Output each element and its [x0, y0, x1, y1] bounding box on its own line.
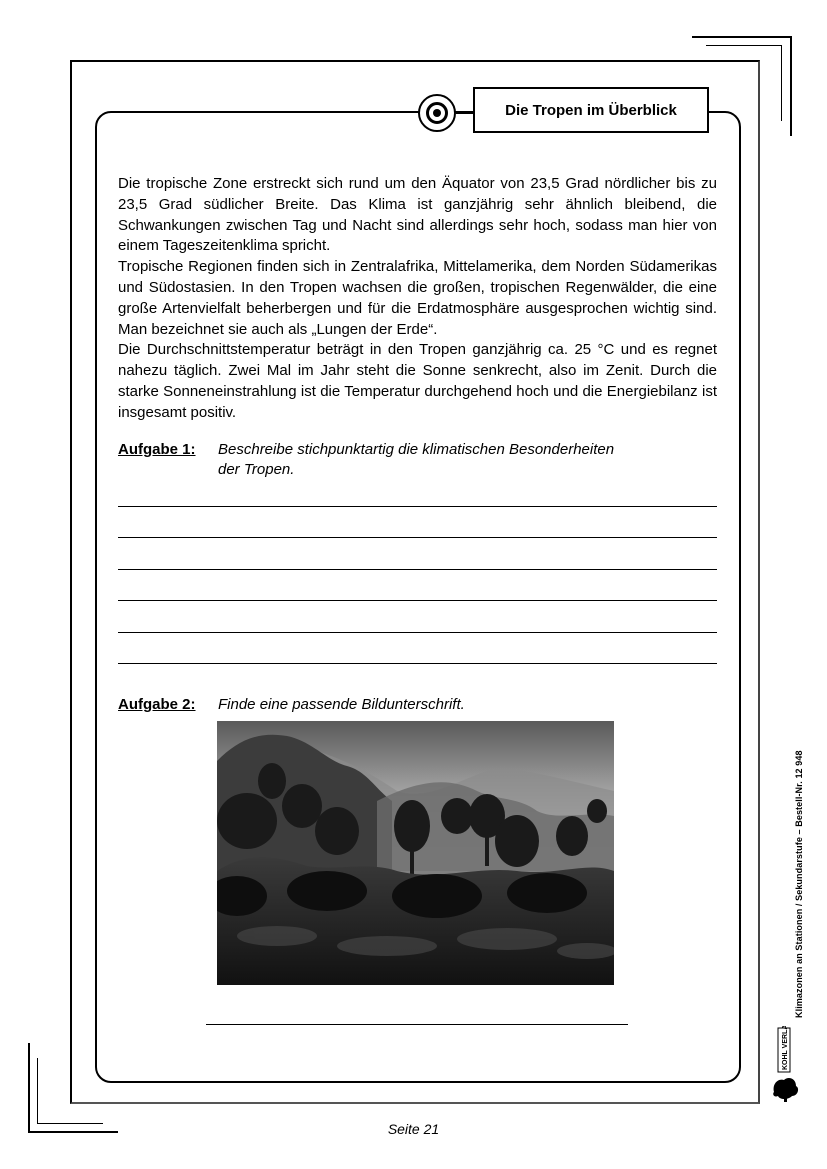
- paragraph: Die tropische Zone erstreckt sich rund um den Äquator von 23,5 Grad nördlicher bis zu 23,5 Grad südlicher Breite. Das Klima ist ganzjährig sehr ähnlich bleibend, die Schwankungen zwischen Tag und Nacht sind allerdings sehr hoch, sodass man hier von einem Tageszeitenklima spricht.: [118, 175, 717, 255]
- target-icon-center: [433, 109, 441, 117]
- task-2-label: Aufgabe 2:: [118, 696, 196, 713]
- task-2-instruction: Finde eine passende Bildunterschrift.: [218, 696, 465, 713]
- corner-line-bottom-left-v1: [28, 1043, 30, 1133]
- task-1-instruction: Beschreibe stichpunktartig die klimatischen Besonderheiten der Tropen.: [218, 441, 615, 478]
- caption-answer-line[interactable]: [206, 1024, 628, 1025]
- corner-line-top-right-v1: [790, 36, 792, 136]
- target-icon: [418, 94, 456, 132]
- answer-line-2[interactable]: [118, 537, 717, 538]
- title-connector: [456, 112, 474, 114]
- task-2: [118, 695, 717, 717]
- svg-text:KOHL VERLAG: KOHL VERLAG: [782, 1026, 789, 1070]
- corner-line-top-right-h2: [706, 45, 782, 46]
- corner-line-bottom-left-v2: [37, 1058, 38, 1124]
- task-1-label: Aufgabe 1:: [118, 441, 196, 458]
- intro-text: [118, 174, 717, 424]
- corner-line-top-right-h1: [692, 36, 792, 38]
- paragraph: Tropische Regionen finden sich in Zentralafrika, Mittelamerika, dem Norden Südamerikas und Südostasien. In den Tropen wachsen die großen, tropischen Regenwälder, die eine große Artenvielfalt beherbergen und für die Erdatmosphäre ausgesprochen wichtig sind. Man bezeichnet sie auch als „Lungen der Erde“.: [118, 258, 717, 338]
- answer-line-4[interactable]: [118, 600, 717, 601]
- target-icon-ring: [426, 102, 448, 124]
- corner-line-top-right-v2: [781, 45, 782, 121]
- publisher-logo: [768, 1026, 804, 1104]
- answer-line-3[interactable]: [118, 569, 717, 570]
- paragraph: Die Durchschnittstemperatur beträgt in den Tropen ganzjährig ca. 25 °C und es regnet nahezu täglich. Zwei Mal im Jahr steht die Sonne senkrecht, also im Zenit. Durch die starke Sonneneinstrahlung ist die Temperatur durchgehend hoch und die Energiebilanz ist insgesamt positiv.: [118, 341, 717, 421]
- answer-line-5[interactable]: [118, 632, 717, 633]
- publisher-info: Klimazonen an Stationen / Sekundarstufe – Bestell-Nr. 12 948: [794, 750, 804, 1018]
- page-title: Die Tropen im Überblick: [473, 87, 709, 133]
- task-1: [118, 440, 717, 482]
- rainforest-photo: [217, 721, 614, 985]
- answer-line-1[interactable]: [118, 506, 717, 507]
- page-number: Seite 21: [387, 1121, 440, 1137]
- answer-line-6[interactable]: [118, 663, 717, 664]
